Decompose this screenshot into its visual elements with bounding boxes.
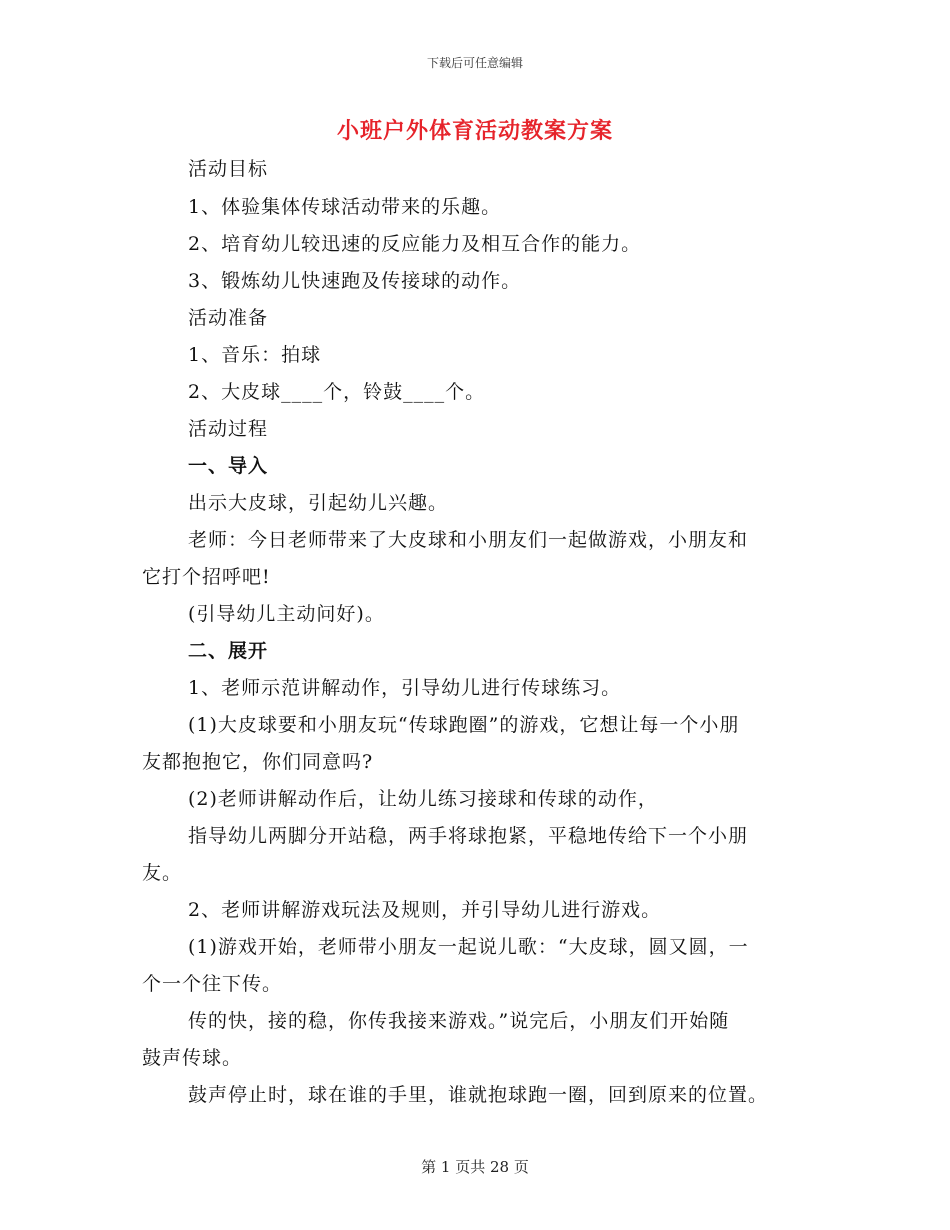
section-heading-goals: 活动目标 <box>188 158 269 180</box>
paragraph-line: 个一个往下传。 <box>142 973 283 995</box>
document-title: 小班户外体育活动教案方案 <box>336 118 613 144</box>
subheading-intro: 一、导入 <box>188 455 269 477</box>
goal-item-1: 1、体验集体传球活动带来的乐趣。 <box>188 196 502 218</box>
paragraph-line: 指导幼儿两脚分开站稳，两手将球抱紧，平稳地传给下一个小朋 <box>188 825 749 847</box>
page-footer: 第 1 页共 28 页 <box>421 1158 529 1176</box>
goal-item-2: 2、培育幼儿较迅速的反应能力及相互合作的能力。 <box>188 233 642 255</box>
paragraph-line: 老师：今日老师带来了大皮球和小朋友们一起做游戏，小朋友和 <box>188 529 749 551</box>
paragraph-line: 它打个招呼吧! <box>142 566 271 588</box>
section-heading-prep: 活动准备 <box>188 307 269 329</box>
goal-item-3: 3、锻炼幼儿快速跑及传接球的动作。 <box>188 270 522 292</box>
paragraph-line: 传的快，接的稳，你传我接来游戏。”说完后，小朋友们开始随 <box>188 1010 730 1032</box>
paragraph-line: (2)老师讲解动作后，让幼儿练习接球和传球的动作， <box>188 788 658 810</box>
section-heading-process: 活动过程 <box>188 418 269 440</box>
prep-item-1: 1、音乐：拍球 <box>188 344 322 366</box>
subheading-develop: 二、展开 <box>188 640 269 662</box>
paragraph-line: 鼓声停止时，球在谁的手里，谁就抱球跑一圈，回到原来的位置。 <box>188 1084 769 1106</box>
paragraph-line: 1、老师示范讲解动作，引导幼儿进行传球练习。 <box>188 677 622 699</box>
paragraph-line: 友都抱抱它，你们同意吗? <box>142 751 374 773</box>
paragraph-line: (1)游戏开始，老师带小朋友一起说儿歌：“大皮球，圆又圆，一 <box>188 936 749 958</box>
paragraph-line: (1)大皮球要和小朋友玩“传球跑圈”的游戏，它想让每一个小朋 <box>188 714 740 736</box>
paragraph-line: 出示大皮球，引起幼儿兴趣。 <box>188 492 449 514</box>
prep-item-2: 2、大皮球____个，铃鼓____个。 <box>188 381 486 403</box>
paragraph-line: 2、老师讲解游戏玩法及规则，并引导幼儿进行游戏。 <box>188 899 662 921</box>
paragraph-line: 友。 <box>142 862 183 884</box>
paragraph-line: 鼓声传球。 <box>142 1047 243 1069</box>
page-header: 下载后可任意编辑 <box>426 56 523 70</box>
paragraph-line: (引导幼儿主动问好)。 <box>188 603 385 625</box>
